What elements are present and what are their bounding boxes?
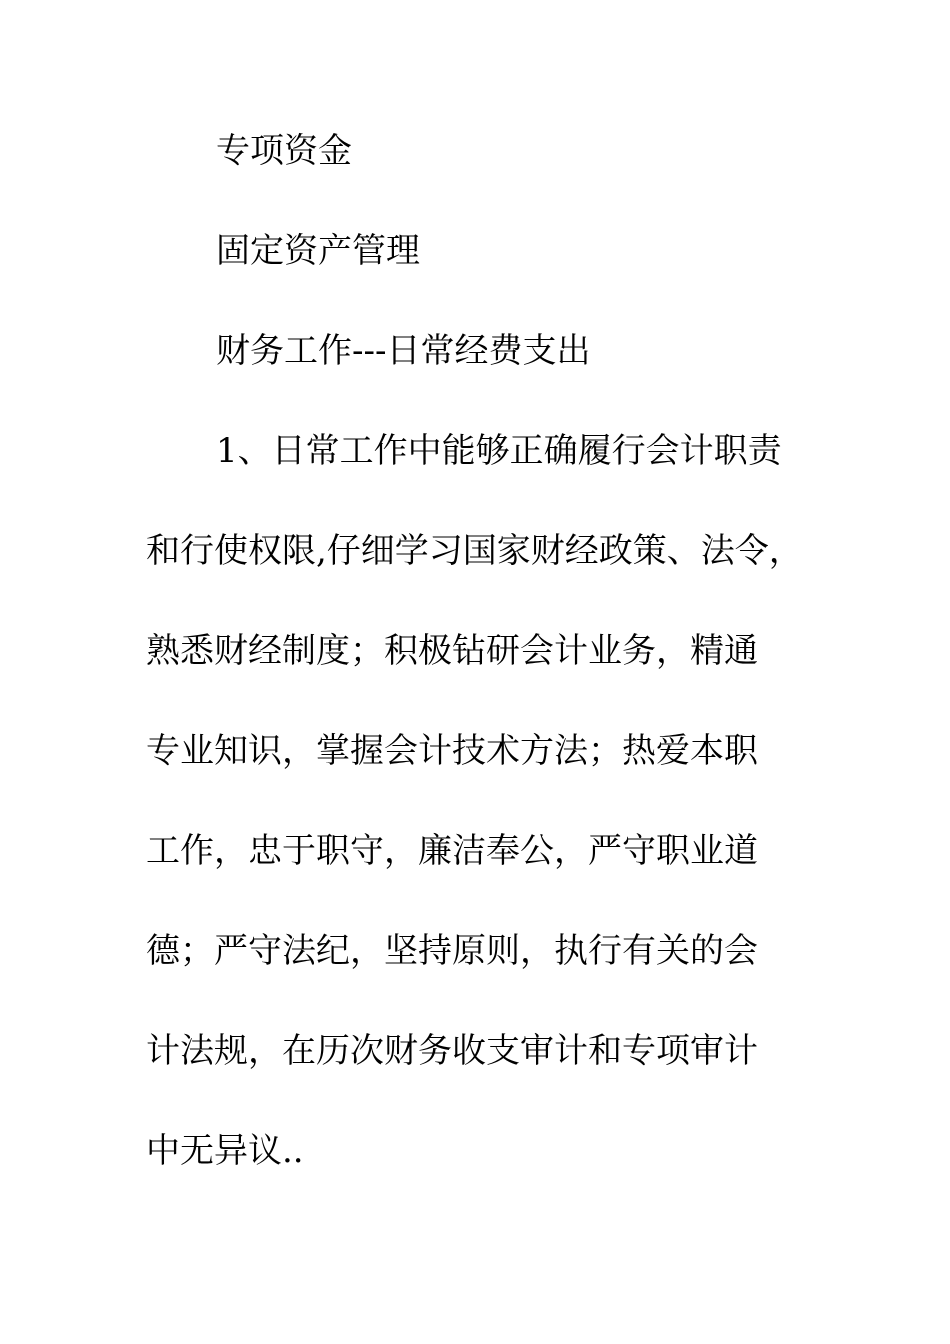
paragraph-line: 工作，忠于职守，廉洁奉公，严守职业道: [146, 831, 758, 871]
paragraph-line: 专业知识，掌握会计技术方法；热爱本职: [146, 731, 758, 771]
paragraph-line: 熟悉财经制度；积极钻研会计业务，精通: [146, 631, 758, 671]
paragraph-line: 和行使权限,仔细学习国家财经政策、法令，: [146, 531, 803, 571]
heading-finance-work: 财务工作---日常经费支出: [216, 331, 591, 371]
paragraph-line: 德；严守法纪，坚持原则，执行有关的会: [146, 931, 758, 971]
paragraph-line: 计法规，在历次财务收支审计和专项审计: [146, 1031, 758, 1071]
heading-fixed-assets: 固定资产管理: [216, 231, 420, 271]
heading-special-funds: 专项资金: [216, 131, 352, 171]
paragraph-line: 1、日常工作中能够正确履行会计职责: [216, 431, 782, 471]
paragraph-line: 中无异议..: [146, 1131, 304, 1171]
